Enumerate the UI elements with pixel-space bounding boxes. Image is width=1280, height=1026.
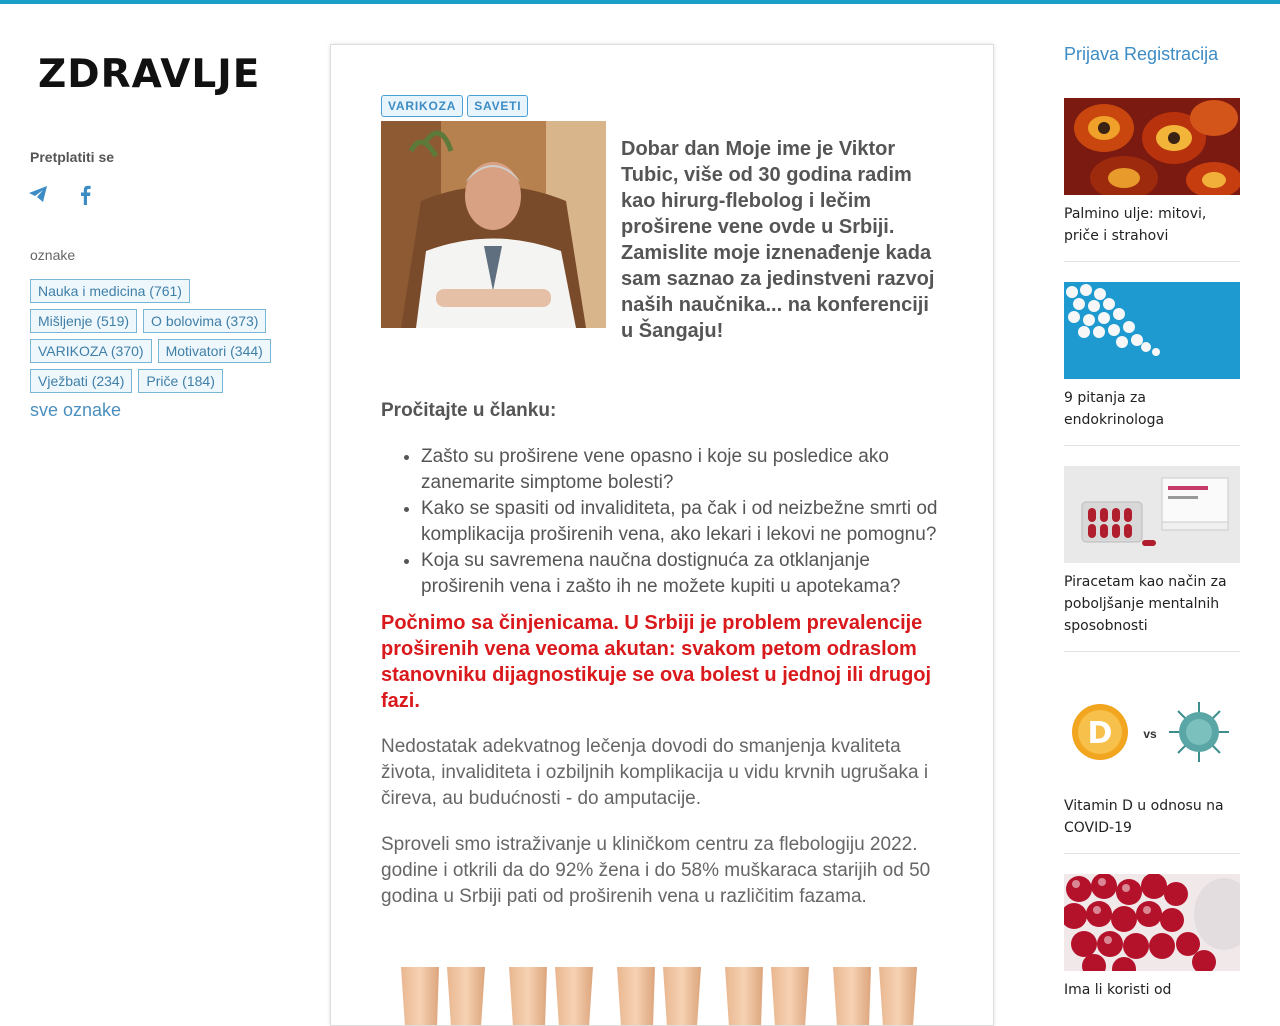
article-categories — [381, 95, 941, 117]
tag-o-bolovima[interactable]: O bolovima (373) — [143, 309, 266, 333]
vs-label: vs — [1143, 727, 1157, 741]
category-saveti[interactable]: SAVETI — [467, 95, 528, 117]
related-item — [1064, 466, 1240, 652]
related-title[interactable]: Palmino ulje: mitovi, priče i strahovi — [1064, 206, 1207, 244]
related-articles — [1064, 98, 1240, 1015]
related-title[interactable]: Piracetam kao način za poboljšanje mentalnih sposobnosti — [1064, 574, 1227, 634]
tag-cloud — [30, 279, 280, 399]
category-varikoza[interactable]: VARIKOZA — [381, 95, 463, 117]
telegram-icon[interactable] — [28, 184, 48, 206]
social-links — [28, 184, 96, 206]
tag-vjezbati[interactable]: Vježbati (234) — [30, 369, 132, 393]
legs-illustration — [399, 967, 939, 1026]
all-tags-link[interactable]: sve oznake — [30, 400, 122, 420]
related-item — [1064, 98, 1240, 262]
article-intro: Dobar dan Moje ime je Viktor Tubic, više od 30 godina radim kao hirurg-flebolog i lečim proširene vene ovde u Srbiji. Zamislite moje iznenađenje kada sam saznao za jedinstveni razvoj naših naučnika... na konferenciji u Šangaju! — [621, 138, 935, 342]
vitamin-d-letter: D — [1087, 716, 1113, 751]
tags-label: oznake — [30, 247, 76, 263]
article-paragraph: Nedostatak adekvatnog lečenja dovodi do smanjenja kvaliteta života, invaliditeta i ozbiljnih komplikacija u vidu krvnih ugrušaka i čireva, au budućnosti - do amputacije. — [381, 736, 929, 809]
article-highlight: Počnimo sa činjenicama. U Srbiji je problem prevalencije proširenih vena veoma akutan: svakom petom odraslom stanovniku dijagnostikuje se ova bolest u jednoj ili drugoj fazi. — [381, 612, 932, 712]
vitamin-d-vs-covid-image[interactable] — [1064, 672, 1240, 787]
toc-list — [381, 444, 941, 600]
tag-misljenje[interactable]: Mišljenje (519) — [30, 309, 137, 333]
login-link[interactable]: Prijava — [1064, 44, 1120, 64]
related-title[interactable]: Vitamin D u odnosu na COVID-19 — [1064, 798, 1224, 836]
auth-links — [1064, 44, 1218, 65]
top-accent-bar — [0, 0, 1280, 4]
related-item — [1064, 874, 1240, 1015]
tag-nauka-i-medicina[interactable]: Nauka i medicina (761) — [30, 279, 190, 303]
list-item: • Koja su savremena naučna dostignuća za otklanjanje proširenih vena i zašto ih ne možete kupiti u apotekama? — [421, 548, 941, 600]
facebook-icon[interactable] — [76, 184, 96, 206]
tag-price[interactable]: Priče (184) — [138, 369, 222, 393]
pills-image[interactable] — [1064, 282, 1240, 379]
subscribe-label: Pretplatiti se — [30, 149, 115, 165]
piracetam-image[interactable] — [1064, 466, 1240, 563]
related-item — [1064, 672, 1240, 854]
tag-motivatori[interactable]: Motivatori (344) — [158, 339, 271, 363]
doctor-photo — [381, 121, 606, 328]
tag-varikoza[interactable]: VARIKOZA (370) — [30, 339, 152, 363]
list-item: • Zašto su proširene vene opasno i koje su posledice ako zanemarite simptome bolesti? — [421, 444, 941, 496]
related-title[interactable]: 9 pitanja za endokrinologa — [1064, 390, 1165, 428]
cranberries-image[interactable] — [1064, 874, 1240, 971]
palm-oil-image[interactable] — [1064, 98, 1240, 195]
article-paragraph: Sproveli smo istraživanje u kliničkom centru za flebologiju 2022. godine i otkrili da do 92% žena i do 58% muškaraca starijih od 50 godina u Srbiji pati od proširenih vena u različitim fazama. — [381, 834, 931, 907]
toc-title: Pročitajte u članku: — [381, 400, 557, 421]
site-logo[interactable]: ZDRAVLJE — [38, 52, 261, 97]
list-item: • Kako se spasiti od invaliditeta, pa čak i od neizbežne smrti od komplikacija proširenih vena, ako lekari i lekovi ne pomognu? — [421, 496, 941, 548]
article-card — [330, 44, 994, 1026]
register-link[interactable]: Registracija — [1124, 44, 1219, 64]
related-item — [1064, 282, 1240, 446]
related-title[interactable]: Ima li koristi od — [1064, 982, 1172, 998]
